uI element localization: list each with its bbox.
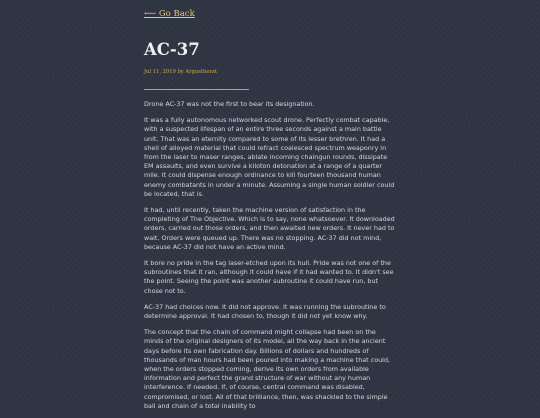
paragraph: Drone AC-37 was not the first to bear its designation. bbox=[144, 100, 315, 108]
paragraph: It was a fully autonomous networked scout drone. Perfectly combat capable, with a suspected lifespan of an entire three seconds against a main battle unit. That was an eternity compared to some of its lesser brethren. It had a shell of alloyed material that could refract coalesced spectrum weaponry in from the laser to maser ranges, ablate incoming chaingun rounds, dissipate EM assaults, and even survive a kiloton detonation at a range of a quarter mile. It could dispense enough ordinance to kill fourteen thousand human enemy combatants in under a minute. Assuming a single human soldier could be located, that is. bbox=[144, 116, 395, 198]
title-divider bbox=[144, 89, 249, 90]
paragraph: It had, until recently, taken the machine version of satisfaction in the completing of The Objective. Which is to say, none whatsoever. It downloaded orders, carried out those orders, and then awaited new orders. It never had to wait. Orders were queued up. There was no stopping. AC-37 did not mind, because AC-37 did not have an active mind. bbox=[144, 206, 395, 251]
paragraph: AC-37 had choices now. It did not approve. It was running the subroutine to determine approval. It had chosen to, though it did not yet know why. bbox=[144, 302, 386, 321]
go-back-link[interactable]: ⟵ Go Back bbox=[144, 9, 195, 19]
post-body bbox=[144, 100, 396, 418]
paragraph: The concept that the chain of command might collapse had been on the minds of the original designers of its model, all the way back in the ancient days before its own fabrication day. Billions of dollars and hundreds of thousands of man hours had been poured into making a machine that could, when the orders stopped coming, derive its own orders from available information and perfect the grand structure of war without any human interference. If needed. If, of course, central command was disabled, compromised, or lost. All of that brilliance, then, was shackled to the simple ball and chain of a total inability to bbox=[144, 328, 391, 410]
post-meta: Jul 11, 2019 by Argustherat bbox=[144, 69, 218, 75]
paragraph: It bore no pride in the tag laser-etched upon its hull. Pride was not one of the subroutines that it ran, although it could have if it had wanted to. It didn't see the point. Seeing the point was another subroutine it could have run, but chose not to. bbox=[144, 259, 394, 295]
post-title: AC-37 bbox=[144, 40, 200, 59]
